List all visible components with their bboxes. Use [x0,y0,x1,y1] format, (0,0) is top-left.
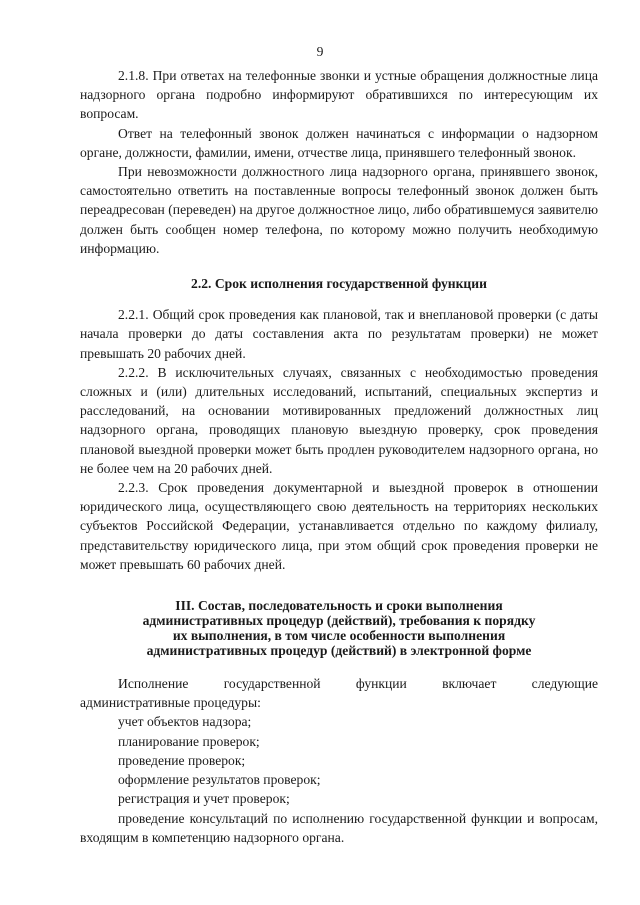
page-number: 9 [316,44,324,59]
paragraph-redirect: При невозможности должностного лица надзорного органа, принявшего звонок, самостоятельно ответить на поставленные вопросы телефонный звонок должен быть переадресован (переведен) на другое должностное лицо, либо обратившемуся заявителю должен быть сообщен номер телефона, по которому можно получить необходимую информацию. [80,164,598,256]
section-3-heading-line: III. Состав, последовательность и сроки выполнения [175,598,503,614]
section-3-heading-line: административных процедур (действий) в электронной форме [146,643,532,659]
paragraph-phone-answer: Ответ на телефонный звонок должен начинаться с информации о надзорном органе, должности, фамилии, имени, отчестве лица, принявшего телефонный звонок. [80,125,598,160]
paragraph-2-2-1: 2.2.1. Общий срок проведения как плановой, так и внеплановой проверки (с даты начала проверки до даты составления акта по результатам проверки) не может превышать 20 рабочих дней. [80,307,598,361]
paragraph-2-2-3: 2.2.3. Срок проведения документарной и выездной проверок в отношении юридического лица, осуществляющего свою деятельность на территориях нескольких субъектов Российской Федерации, устанавливается отдельно по каждому филиалу, представительству юридического лица, при этом общий срок проведения проверки не может превышать 60 рабочих дней. [80,480,598,572]
section-3-intro-line: Исполнение государственной функции включает следующие [118,676,598,692]
section-3-intro-line: административные процедуры: [80,695,261,711]
paragraph-2-2-2: 2.2.2. В исключительных случаях, связанных с необходимостью проведения сложных и (или) длительных исследований, испытаний, специальных экспертиз и расследований, на основании мотивированных предложений должностных лиц надзорного органа, проводящих плановую выездную проверку, срок проведения плановой выездной проверки может быть продлен руководителем надзорного органа, но не более чем на 20 рабочих дней. [80,364,598,476]
procedure-item: проведение проверок; [118,752,246,768]
section-2-2-heading: 2.2. Срок исполнения государственной функции [191,276,487,292]
paragraph-2-1-8: 2.1.8. При ответах на телефонные звонки и устные обращения должностные лица надзорного органа подробно информируют обратившихся по интересующим их вопросам. [80,68,598,122]
document-body [80,66,598,847]
section-3-heading-line: их выполнения, в том числе особенности выполнения [172,628,506,644]
section-3-heading [80,598,598,658]
procedure-item: планирование проверок; [118,733,260,749]
procedure-item: оформление результатов проверок; [118,772,321,788]
procedure-item: регистрация и учет проверок; [118,791,290,807]
procedure-item: учет объектов надзора; [118,714,252,730]
procedure-item-consultations: проведение консультаций по исполнению государственной функции и вопросам, входящим в компетенцию надзорного органа. [80,810,598,845]
section-3-heading-line: административных процедур (действий), требования к порядку [142,613,536,629]
